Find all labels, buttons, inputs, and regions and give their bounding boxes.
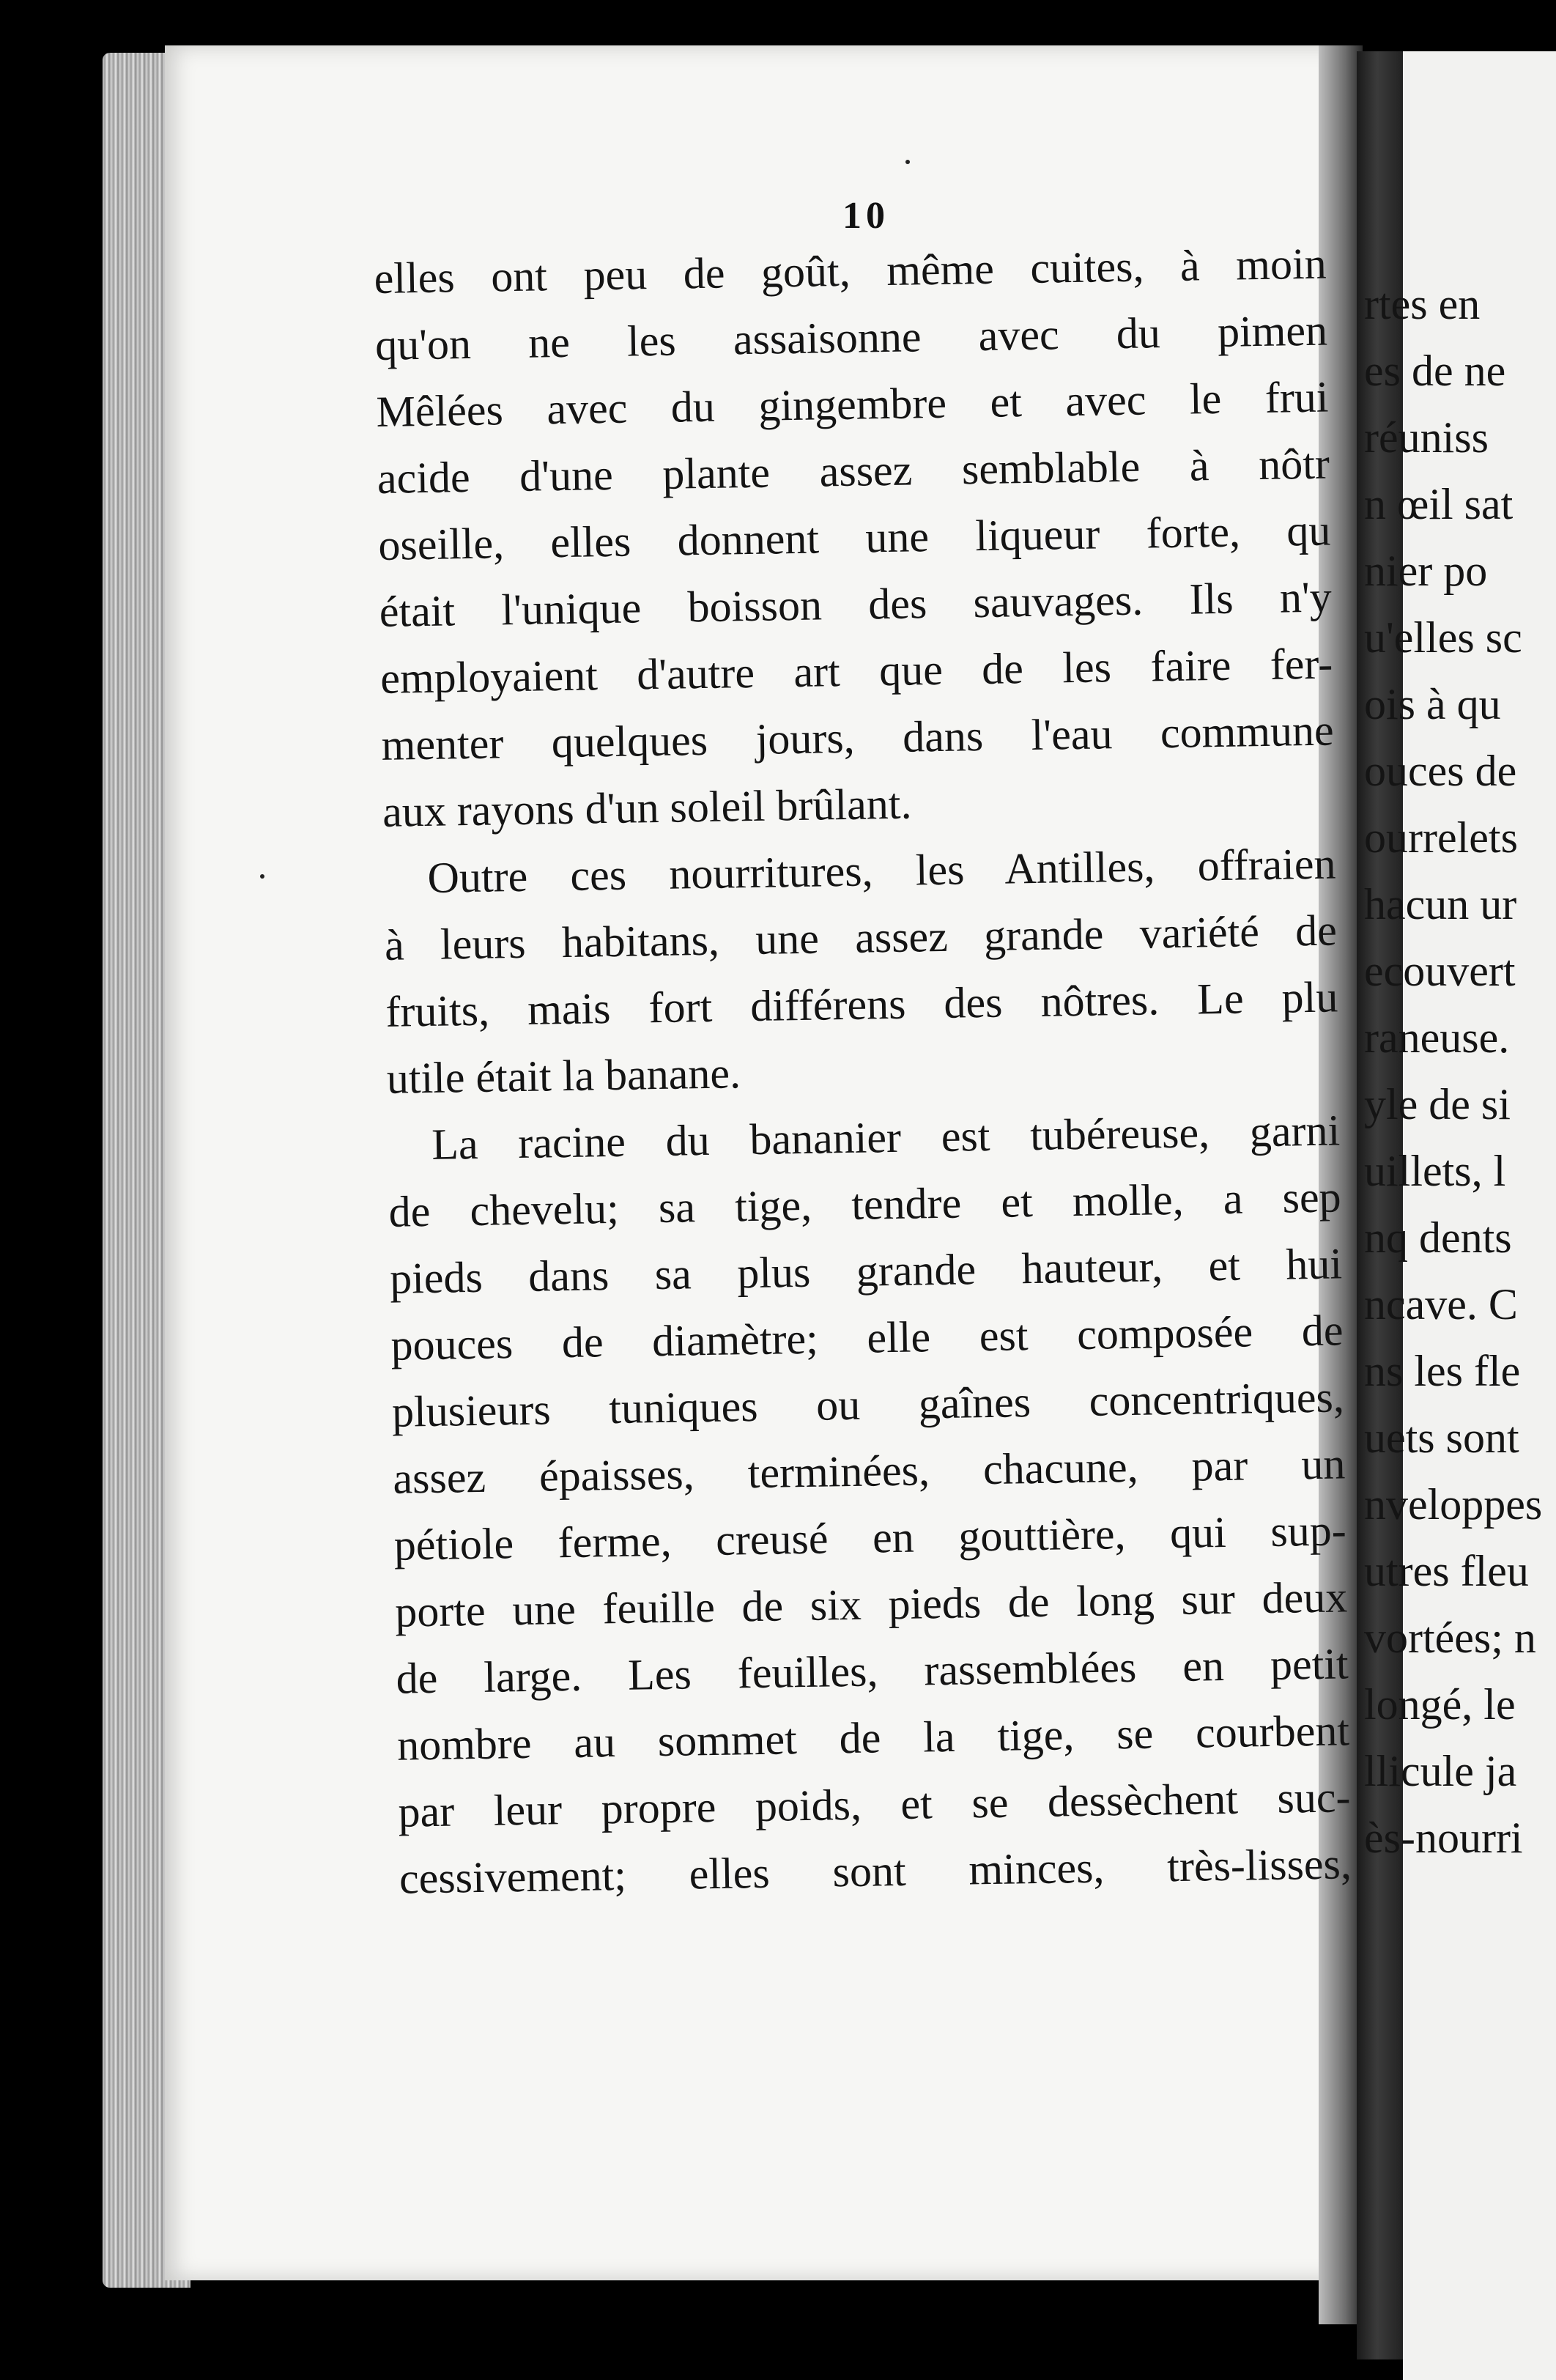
facing-text-line: nier po [1364,547,1488,595]
facing-text-line: ois à qu [1364,680,1501,728]
facing-text-line: es de ne [1364,347,1506,395]
facing-page-text [1364,271,1556,2030]
text-line: pouces de diamètre; elle est composée de [390,1306,1344,1370]
facing-text-line: yle de si [1364,1080,1511,1128]
text-line: était l'unique boisson des sauvages. Ils n'y [379,572,1333,636]
text-line: nombre au sommet de la tige, se courbent [396,1706,1350,1770]
text-line: pieds dans sa plus grande hauteur, et hui [389,1239,1343,1303]
text-line: acide d'une plante assez semblable à nôtr [377,439,1330,503]
text-line: de large. Les feuilles, rassemblées en petit [396,1639,1349,1703]
facing-text-line: ns les fle [1364,1347,1521,1395]
text-line: menter quelques jours, dans l'eau commune [381,706,1335,769]
text-line: employaient d'autre art que de les faire fer- [379,639,1333,703]
text-line: assez épaisses, terminées, chacune, par un [392,1439,1346,1503]
facing-text-line: nveloppes [1364,1480,1543,1529]
facing-text-line: réuniss [1364,413,1489,462]
facing-text-line: nq dents [1364,1213,1512,1262]
facing-text-line: utres fleu [1364,1547,1529,1595]
text-line: fruits, mais fort différens des nôtres. Le plu [385,972,1338,1036]
facing-text-line: llicule ja [1364,1747,1517,1795]
facing-text-line: u'elles sc [1364,613,1522,662]
facing-text-line: longé, le [1364,1680,1516,1729]
facing-text-line: hacun ur [1364,880,1517,928]
text-line: utile était la banane. [386,1049,741,1103]
facing-text-line: rtes en [1364,280,1481,328]
text-line: pétiole ferme, creusé en gouttière, qui sup- [393,1506,1347,1570]
facing-text-line: ès-nourri [1364,1814,1523,1862]
facing-text-line: ecouvert [1364,947,1516,995]
text-line: elles ont peu de goût, même cuites, à moin [374,239,1327,303]
text-line: La racine du bananier est tubéreuse, garni [431,1106,1341,1169]
facing-text-line: uets sont [1364,1413,1519,1462]
paper-speck [260,874,264,879]
text-line: plusieurs tuniques ou gaînes concentriques, [391,1372,1345,1436]
text-line: oseille, elles donnent une liqueur forte, qu [377,506,1331,569]
text-line: Outre ces nourritures, les Antilles, offraien [427,839,1336,902]
paper-speck [905,160,910,164]
text-line: Mêlées avec du gingembre et avec le frui [376,372,1329,436]
text-line: cessivement; elles sont minces, très-lisses, [399,1839,1352,1903]
facing-text-line: ouces de [1364,747,1517,795]
facing-text-line: ourrelets [1364,813,1518,862]
facing-text-line: raneuse. [1364,1013,1510,1062]
text-line: par leur propre poids, et se dessèchent suc- [398,1773,1351,1836]
facing-text-line: vortées; n [1364,1614,1536,1662]
facing-text-line: n œil sat [1364,480,1514,528]
facing-text-line: uillets, l [1364,1147,1506,1195]
text-line: qu'on ne les assaisonne avec du pimen [374,306,1328,369]
text-line: à leurs habitans, une assez grande variété de [384,906,1338,969]
text-line: de chevelu; sa tige, tendre et molle, a sep [388,1172,1342,1236]
facing-text-line: ncave. C [1364,1280,1518,1328]
page-number: 10 [842,195,889,237]
page-body-text [374,231,1354,2033]
text-line: aux rayons d'un soleil brûlant. [382,779,912,836]
text-line: porte une feuille de six pieds de long sur deux [394,1572,1348,1636]
